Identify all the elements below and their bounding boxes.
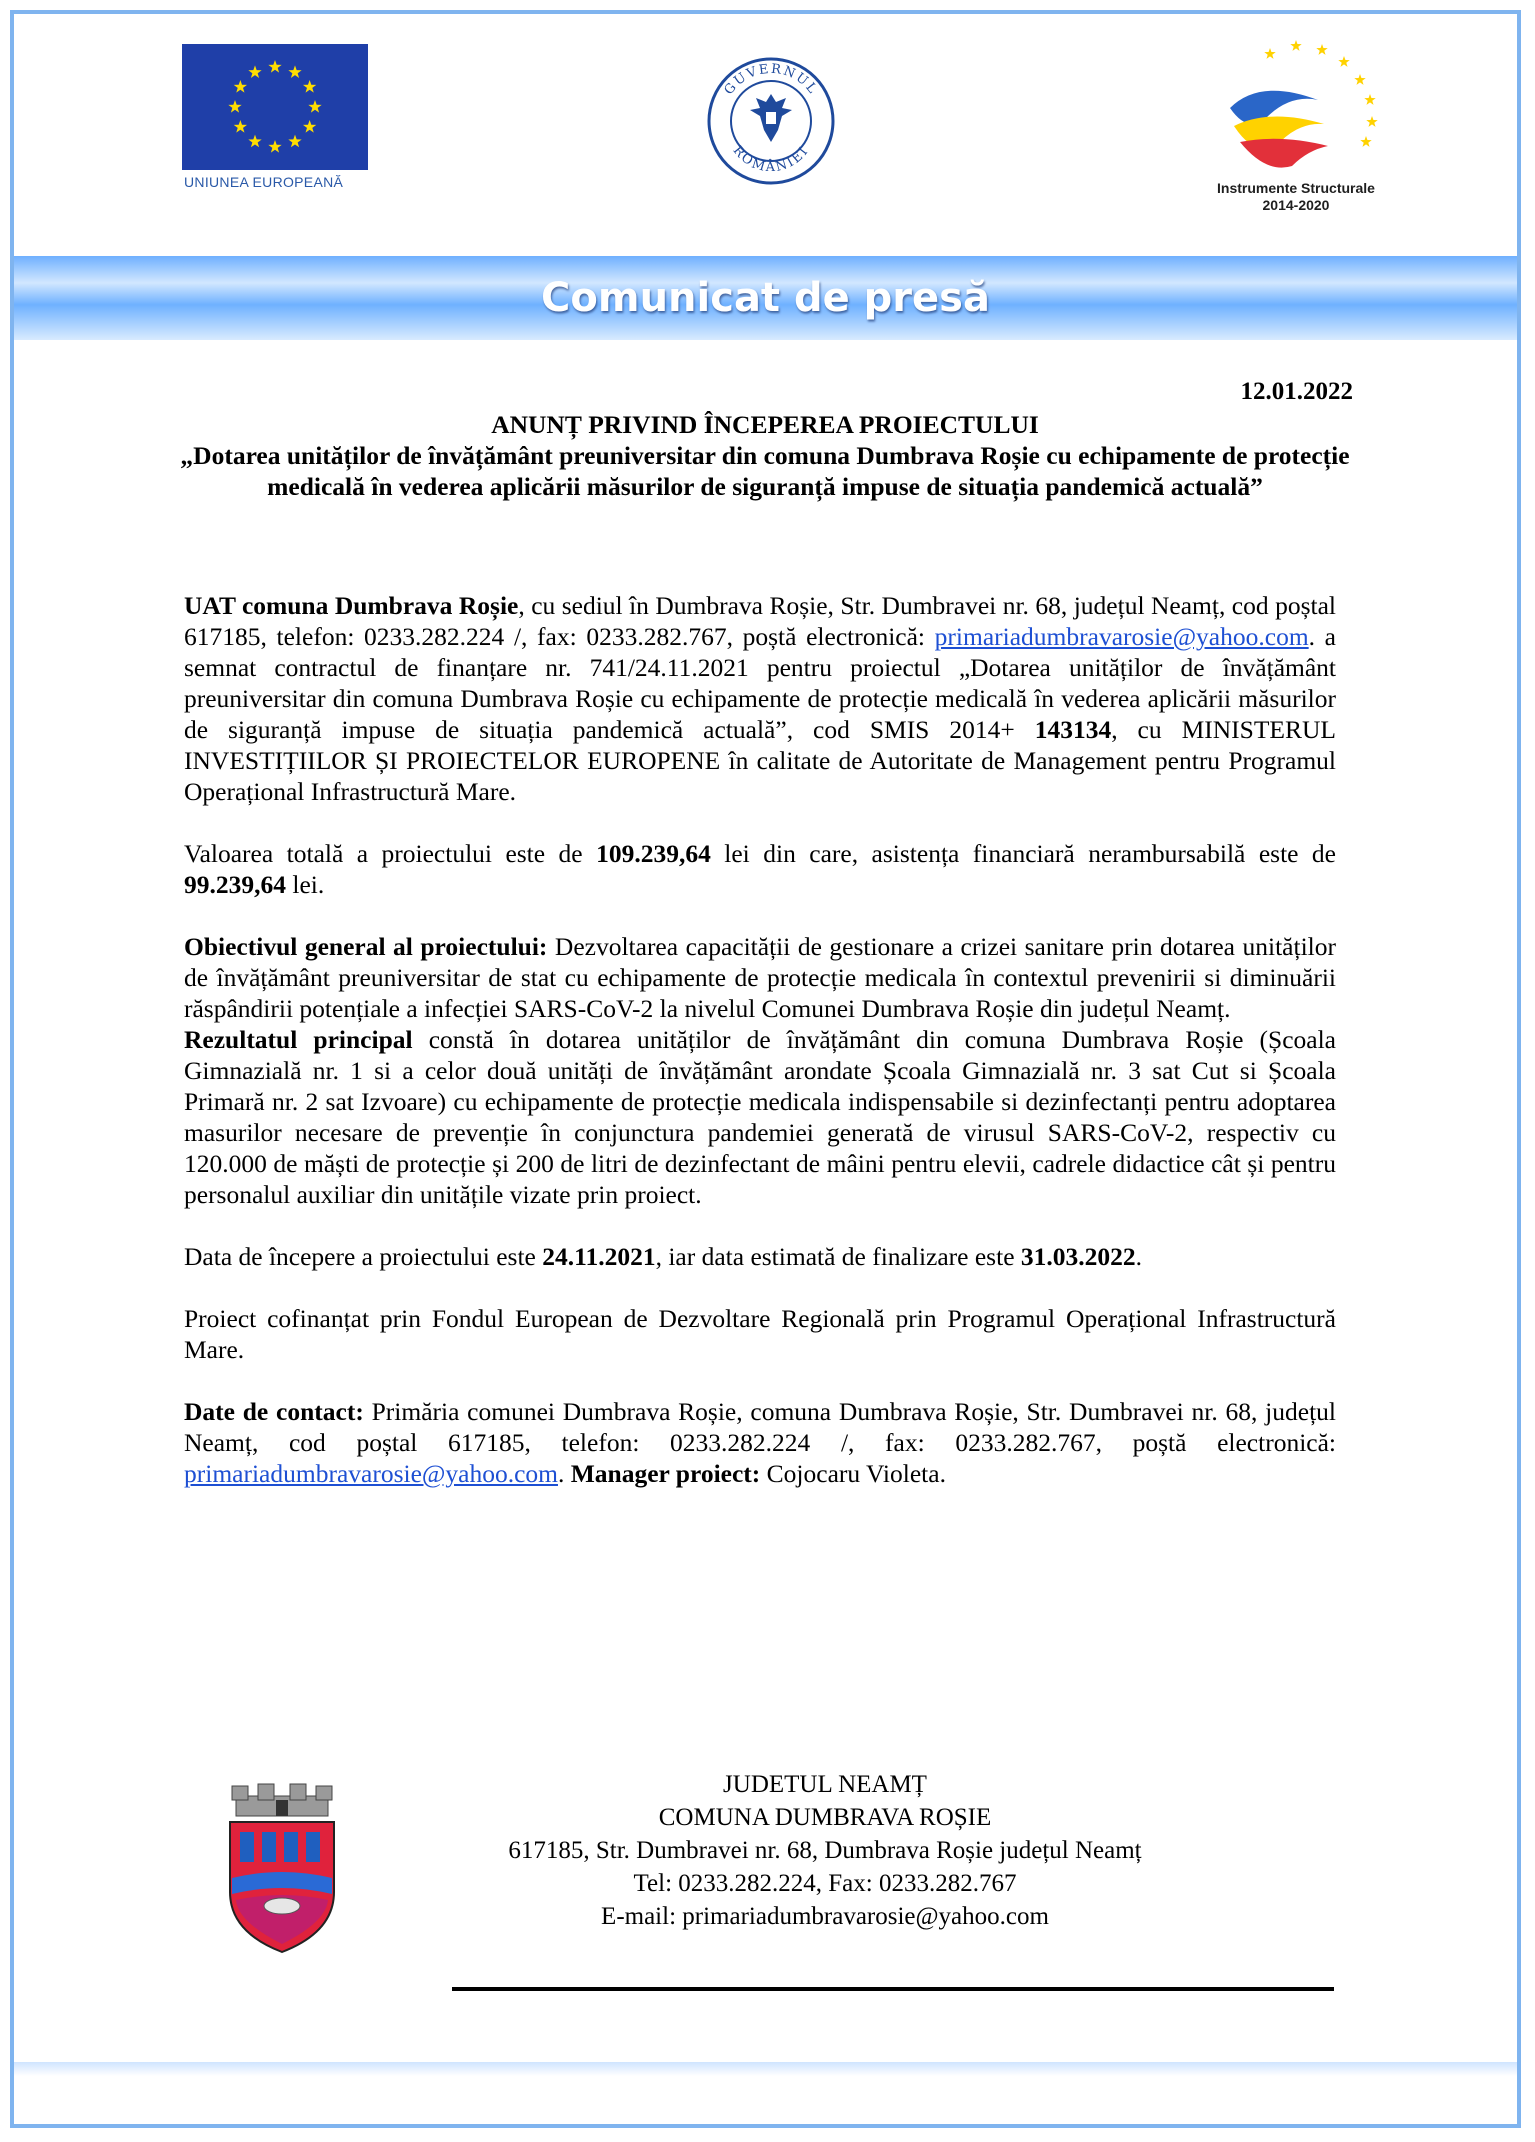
paragraph-value [184,838,1336,900]
coat-of-arms-icon [222,1782,342,1954]
banner-title: Comunicat de presă [541,275,990,321]
paragraph-contract [184,590,1336,807]
footer-address [380,1768,1270,1933]
uat-name: UAT comuna Dumbrava Roșie [184,591,519,620]
document-date: 12.01.2022 [1240,378,1353,405]
eu-flag-icon [182,44,368,170]
eu-caption: UNIUNEA EUROPEANĂ [184,174,344,190]
result-text: constă în dotarea unităților de învățământ din comuna Dumbrava Roșie (Școala Gimnazială nr. 1 si a celor două unități de învățământ arondate Școala Gimnazială nr. 3 sat Cut si Școala Primară nr. 2 sat Izvoare) cu echipamente de protecție medicala indispensabile si dezinfectanți pentru adoptarea masurilor necesare de prevenție în conjunctura pandemiei generată de virusul SARS-CoV-2, respectiv cu 120.000 de măști de protecție și 200 de litri de dezinfectant de mâini pentru elevii, cadrele didactice cât și pentru personalul auxiliar din unitățile vizate prin proiect. [184,1025,1336,1209]
is-star-icon [1290,40,1301,51]
paragraph-contact [184,1396,1336,1489]
instrumente-structurale-caption [1176,180,1416,214]
heading-project-title: „Dotarea unităților de învățământ preuniversitar din comuna Dumbrava Roșie cu echipamente de protecție medicală în vederea aplicării măsurilor de siguranță impuse de situația pandemică actuală” [180,441,1350,501]
result-label: Rezultatul principal [184,1025,413,1054]
value-text-3: lei. [286,870,325,899]
contract-text-3: , cu MINISTERUL INVESTIȚIILOR ȘI PROIECTELOR EUROPENE în calitate de Autoritate de Management pentru Programul Operațional Infrastructură Mare. [184,715,1336,806]
bottom-gradient-strip [14,2062,1517,2076]
manager-name: Cojocaru Violeta. [760,1459,946,1488]
is-star-icon [1338,56,1349,67]
contact-label: Date de contact: [184,1397,364,1426]
dates-text-2: , iar data estimată de finalizare este [655,1242,1021,1271]
dates-text-3: . [1135,1242,1143,1271]
is-star-icon [1364,94,1375,105]
contact-email-link[interactable]: primariadumbravarosie@yahoo.com [184,1459,558,1488]
manager-label: Manager proiect: [570,1459,761,1488]
email-link[interactable]: primariadumbravarosie@yahoo.com [934,622,1309,651]
svg-text:GUVERNUL: GUVERNUL [721,61,821,98]
total-value: 109.239,64 [596,839,711,868]
is-star-icon [1316,44,1327,55]
contact-text-2: . [557,1459,571,1488]
instrumente-structurale-icon [1200,38,1386,178]
paragraph-result [184,1024,1336,1210]
end-date: 31.03.2022 [1020,1242,1136,1271]
announcement-heading [180,409,1350,502]
contract-text-2: . a semnat contractul de finanțare nr. 741/24.11.2021 pentru proiectul „Dotarea unităților de învățământ preuniversitar din comuna Dumbrava Roșie cu echipamente de protecție medicală în vederea aplicării măsurilor de siguranță impuse de situația pandemică actuală”, cod SMIS 2014+ [184,622,1336,744]
instrumente-structurale-logo [1200,38,1386,178]
government-seal-logo [706,56,836,186]
svg-text:ROMÂNIEI: ROMÂNIEI [729,143,813,176]
contract-text-1: , cu sediul în Dumbrava Roșie, Str. Dumbravei nr. 68, județul Neamț, cod poștal 617185, telefon: 0233.282.224 /, fax: 0233.282.767, poștă electronică: [184,591,1336,651]
footer-commune: COMUNA DUMBRAVA ROȘIE [658,1804,992,1831]
footer-email: E-mail: primariadumbravarosie@yahoo.com [601,1903,1049,1930]
is-star-icon [1366,116,1377,127]
grant-value: 99.239,64 [184,870,286,899]
footer-phone: Tel: 0233.282.224, Fax: 0233.282.767 [633,1870,1017,1897]
paragraph-objective [184,931,1336,1024]
is-caption-title: Instrumente Structurale [1217,180,1375,196]
press-release-banner [14,256,1517,340]
objective-label: Obiectivul general al proiectului: [184,932,548,961]
dates-text-1: Data de începere a proiectului este [184,1242,543,1271]
footer-street: 617185, Str. Dumbravei nr. 68, Dumbrava Roșie județul Neamț [508,1837,1142,1864]
contact-text-1: Primăria comunei Dumbrava Roșie, comuna Dumbrava Roșie, Str. Dumbravei nr. 68, județul Neamț, cod poștal 617185, telefon: 0233.282.224 /, fax: 0233.282.767, poștă electronică: [184,1397,1336,1457]
objective-text: Dezvoltarea capacității de gestionare a crizei sanitare prin dotarea unităților de învățământ preuniversitar de stat cu echipamente de protecție medicala în contextul prevenirii si diminuării răspândirii potențiale a infecției SARS-CoV-2 la nivelul Comunei Dumbrava Roșie din județul Neamț. [184,932,1336,1023]
paragraph-dates [184,1241,1336,1272]
paragraph-funding: Proiect cofinanțat prin Fondul European de Dezvoltare Regională prin Programul Operațional Infrastructură Mare. [184,1304,1336,1364]
start-date: 24.11.2021 [542,1242,656,1271]
footer-county: JUDETUL NEAMȚ [723,1771,927,1798]
signature-line [452,1987,1334,1991]
is-star-icon [1354,74,1365,85]
value-text-1: Valoarea totală a proiectului este de [184,839,597,868]
is-star-icon [1360,136,1371,147]
is-star-icon [1264,48,1275,59]
smis-code: 143134 [1034,715,1112,744]
eu-flag-logo [182,44,368,170]
document-body [184,590,1336,1489]
commune-coat-of-arms [222,1782,342,1954]
heading-line-1: ANUNȚ PRIVIND ÎNCEPEREA PROIECTULUI [491,410,1039,439]
value-text-2: lei din care, asistența financiară nerambursabilă este de [710,839,1337,868]
romania-government-seal-icon [706,56,836,186]
is-caption-years: 2014-2020 [1262,197,1330,213]
